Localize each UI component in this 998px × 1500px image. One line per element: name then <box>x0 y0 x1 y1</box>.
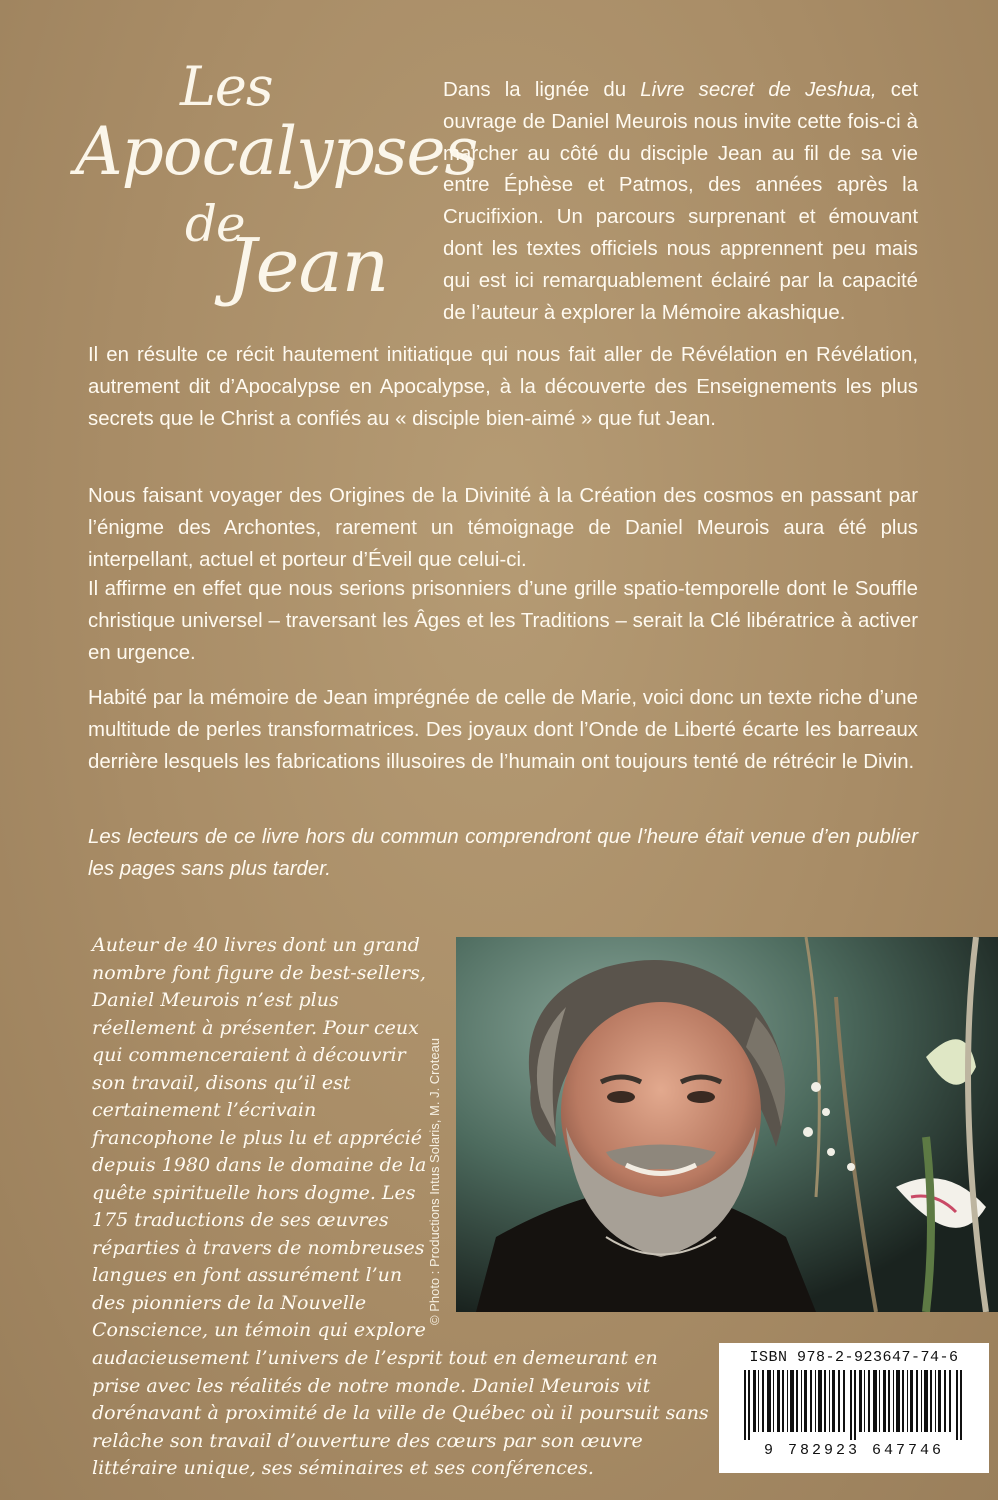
title-line-les: Les <box>180 55 273 118</box>
paragraph-memoire: Habité par la mémoire de Jean imprégnée de celle de Marie, voici donc un texte riche d’une multitude de perles transformatrices. Des joyaux dont l’Onde de Liberté écarte les barreaux derrière lesquels les fabrications illusoires de l’humain ont toujours tenté de rétrécir le Divin. <box>88 687 918 773</box>
ean-number: 9 782923 647746 <box>763 1442 945 1459</box>
author-photo <box>456 937 998 1312</box>
paragraph-origines: Nous faisant voyager des Origines de la Divinité à la Création des cosmos en passant par l’énigme des Archontes, rarement un témoignage de Daniel Meurois aura été plus interpellant, actuel et porteur d’Éveil que celui-ci. <box>88 485 918 571</box>
author-bio-top: Auteur de 40 livres dont un grand nombre font figure de best-sellers, Daniel Meurois n’est plus réellement à présenter. Pour ceux qui commenceraient à découvrir son travail, disons qu’il est certainement l’écrivain francophone le plus lu et apprécié depuis 1980 dans le domaine de la quête spirituelle hors dogme. Les 175 traductions de ses œuvres réparties à travers de nombreuses langues en font assurément l’un des pionniers de la Nouvelle Conscience, un témoin qui explore <box>92 934 427 1341</box>
photo-credit: © Photo : Productions Intus Solaris, M. J. Croteau <box>427 1037 442 1325</box>
book-title <box>75 55 478 315</box>
intro-text-start: Dans la lignée du <box>443 79 641 101</box>
intro-book-reference: Livre secret de Jeshua, <box>640 79 877 101</box>
title-line-de: de <box>185 195 245 253</box>
paragraph-grille: Il affirme en effet que nous serions prisonniers d’une grille spatio-temporelle dont le Souffle christique universel – traversant les Âges et les Traditions – serait la Clé libératrice à activer en urgence. <box>88 578 918 664</box>
isbn-number: ISBN 978-2-923647-74-6 <box>749 1349 959 1366</box>
title-line-apocalypses: Apocalypses <box>75 113 478 190</box>
paragraph-lecteurs: Les lecteurs de ce livre hors du commun comprendront que l’heure était venue d’en publier les pages sans plus tarder. <box>88 826 918 880</box>
barcode-icon <box>744 1370 964 1440</box>
author-bio-bottom: audacieusement l’univers de l’esprit tout en demeurant en prise avec les réalités de notre monde. Daniel Meurois vit dorénavant à proximité de la ville de Québec où il poursuit sans relâche son travail d’ouverture des cœurs par son œuvre littéraire unique, ses séminaires et ses conférences. <box>92 1347 709 1479</box>
isbn-barcode <box>719 1343 989 1473</box>
intro-paragraph <box>443 75 918 329</box>
title-line-jean: Jean <box>227 223 389 309</box>
paragraph-revelation: Il en résulte ce récit hautement initiatique qui nous fait aller de Révélation en Révélation, autrement dit d’Apocalypse en Apocalypse, à la découverte des Enseignements les plus secrets que le Christ a confiés au « disciple bien-aimé » que fut Jean. <box>88 344 918 430</box>
author-portrait-illustration <box>456 937 998 1312</box>
intro-text-rest: cet ouvrage de Daniel Meurois nous invite cette fois-ci à marcher au côté du disciple Jean au fil de sa vie entre Éphèse et Patmos, des années après la Crucifixion. Un parcours surprenant et émouvant dont les textes officiels nous apprennent peu mais qui est ici remarquablement éclairé par la capacité de l’auteur à explorer la Mémoire akashique. <box>443 79 918 324</box>
